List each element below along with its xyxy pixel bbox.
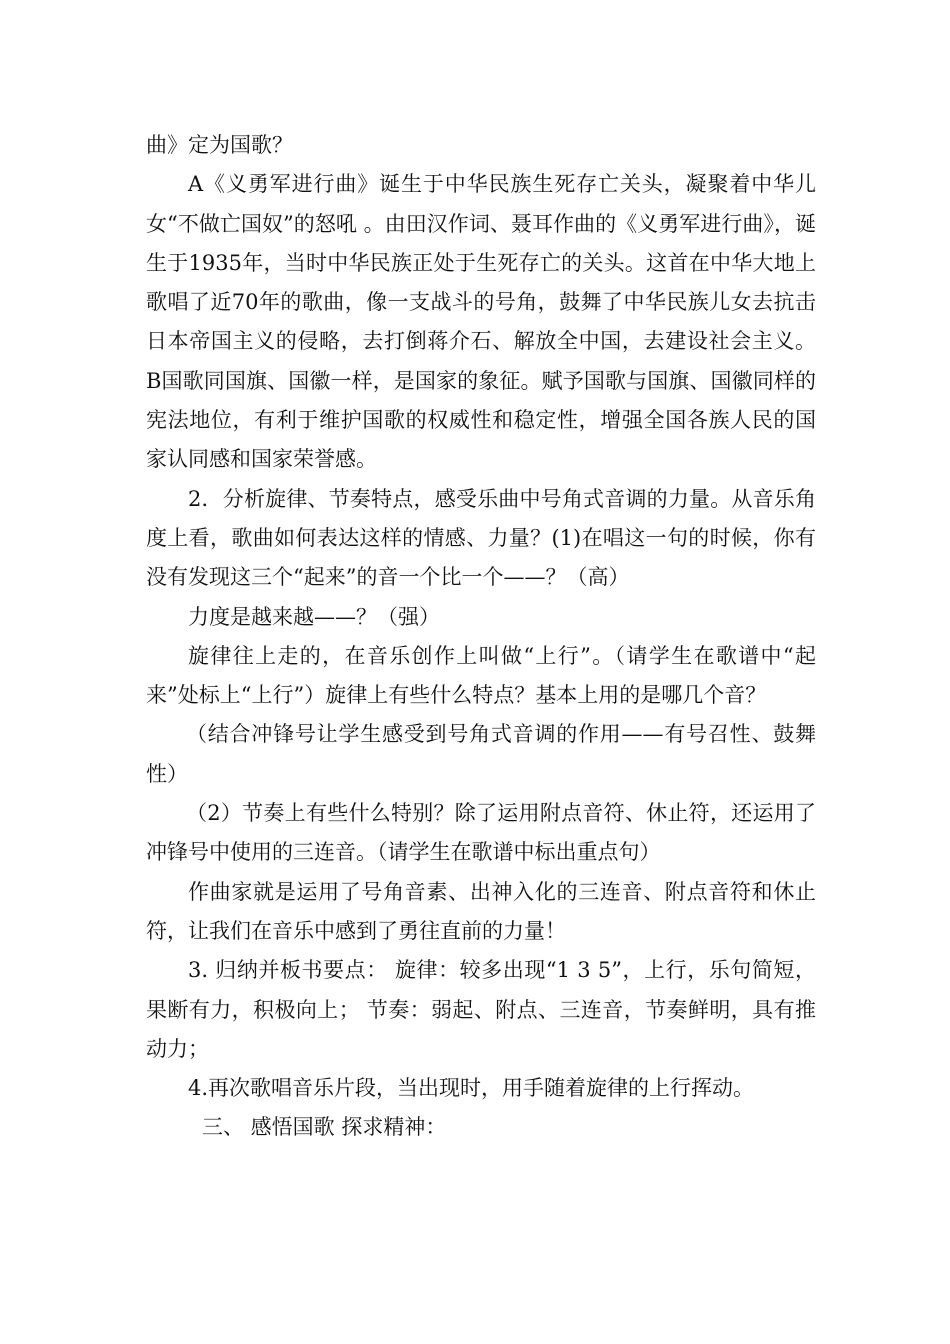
- section-heading: 三、 感悟国歌 探求精神：: [202, 1115, 447, 1140]
- paragraph-answer: A《义勇军进行曲》诞生于中华民族生死存亡关头，凝聚着中华儿女“不做亡国奴”的怒吼 。由田汉作词、聂耳作曲的《义勇军进行曲》，诞生于1935年，当时中华民族正处于生死存亡的关头。这首在中华大地上歌唱了近70年的歌曲，像一支战斗的号角，鼓舞了中华民族儿女去抗击日本帝国主义的侵略，去打倒蒋介石、解放全中国，去建设社会主义。 B国歌同国旗、国徽一样，是国家的象征。赋予国歌与国旗、国徽同样的宪法地位，有利于维护国歌的权威性和稳定性，增强全国各族人民的国家认同感和国家荣誉感。: [146, 172, 816, 472]
- paragraph-composer: 作曲家就是运用了号角音素、出神入化的三连音、附点音符和休止符，让我们在音乐中感到了勇往直前的力量！: [146, 879, 816, 943]
- paragraph-continuation: 曲》定为国歌？: [146, 133, 293, 157]
- paragraph-rhythm: （2）节奏上有些什么特别？除了运用附点音符、休止符，还运用了冲锋号中使用的三连音。（请学生在歌谱中标出重点句）: [146, 801, 816, 865]
- paragraph-melody: 旋律往上走的，在音乐创作上叫做“上行”。（请学生在歌谱中“起来”处标上“上行”）旋律上有些什么特点？基本上用的是哪几个音？: [146, 643, 816, 708]
- paragraph-step-3: 3. 归纳并板书要点： 旋律：较多出现“1 3 5”，上行，乐句简短，果断有力，积极向上； 节奏：弱起、附点、三连音，节奏鲜明，具有推动力；: [146, 958, 816, 1061]
- paragraph-step-4: 4.再次歌唱音乐片段，当出现时，用手随着旋律的上行挥动。: [188, 1076, 755, 1101]
- paragraph-strength: 力度是越来越——？（强）: [188, 604, 440, 629]
- paragraph-step-2: 2．分析旋律、节奏特点，感受乐曲中号角式音调的力量。从音乐角度上看，歌曲如何表达这样的情感、力量？(1)在唱这一句的时候，你有没有发现这三个“起来”的音一个比一个——？（高）: [146, 486, 816, 590]
- paragraph-bugle-note: （结合冲锋号让学生感受到号角式音调的作用——有号召性、鼓舞性）: [146, 722, 816, 786]
- document-body: [146, 126, 816, 1148]
